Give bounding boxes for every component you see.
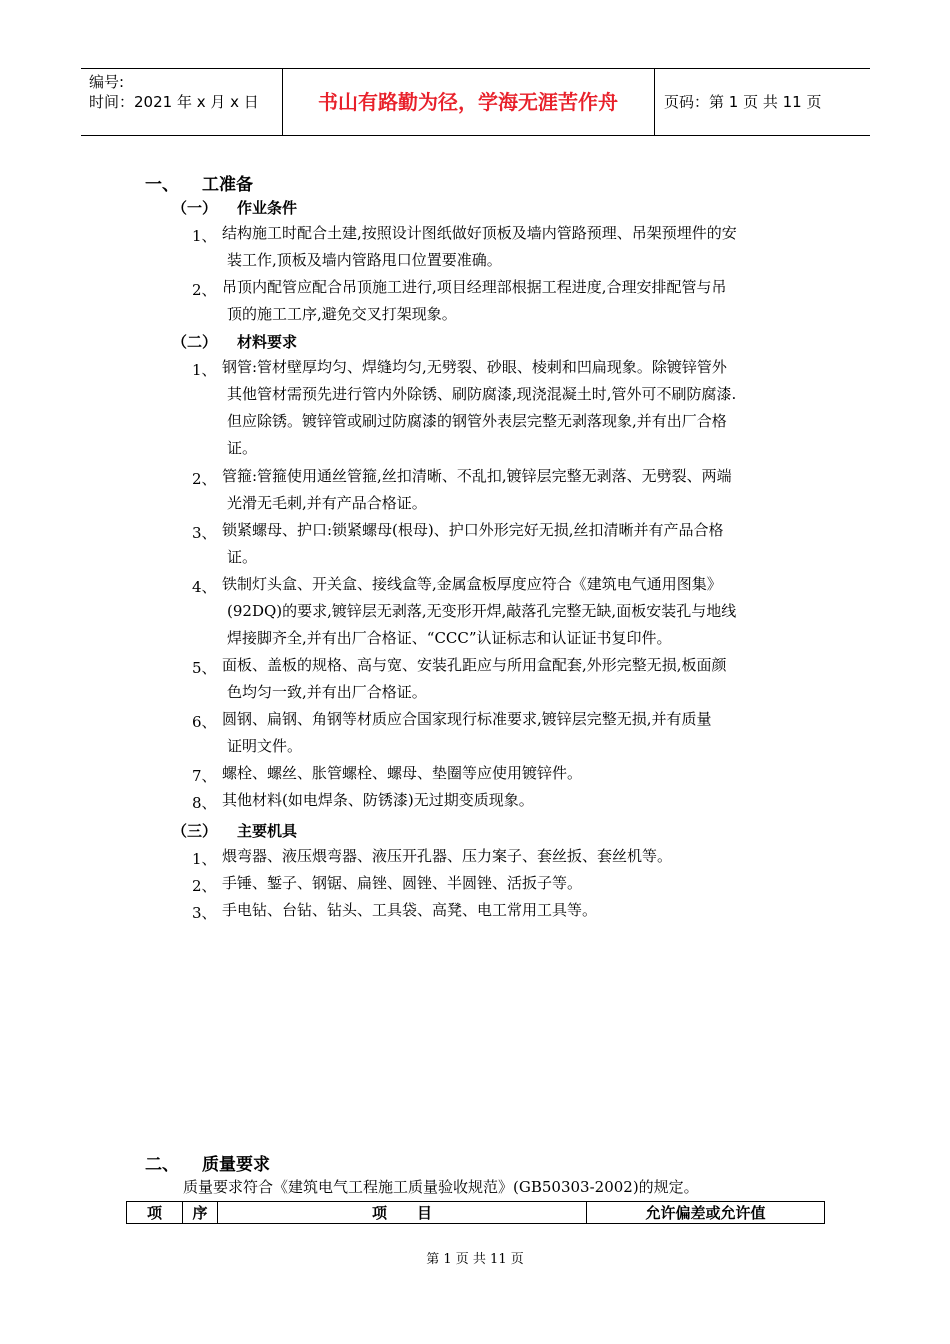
sub3-number: （三） <box>172 822 218 840</box>
list-item-line: 证明文件。 <box>227 737 303 755</box>
table-header-cell: 项 目 <box>218 1202 587 1224</box>
list-item <box>222 652 812 706</box>
list-item-number: 2、 <box>192 877 217 895</box>
list-item <box>222 354 812 462</box>
list-item-line: 证。 <box>227 439 258 457</box>
list-item-line: 焊接脚齐全,并有出厂合格证、“CCC”认证标志和认证证书复印件。 <box>227 629 672 647</box>
list-item-line: 色均匀一致,并有出厂合格证。 <box>227 683 427 701</box>
header-left <box>89 72 259 112</box>
list-item-line: 圆钢、扁钢、角钢等材质应合国家现行标准要求,镀锌层完整无损,并有质量 <box>222 710 712 728</box>
list-item <box>222 463 812 517</box>
sub1-title: 作业条件 <box>237 199 298 217</box>
list-item-number: 4、 <box>192 578 217 596</box>
list-item-line: 螺栓、螺丝、胀管螺栓、螺母、垫圈等应使用镀锌件。 <box>222 764 583 782</box>
list-item-line: 吊顶内配管应配合吊顶施工进行,项目经理部根据工程进度,合理安排配管与吊 <box>222 278 727 296</box>
list-item <box>222 870 812 897</box>
list-item <box>222 787 812 814</box>
list-item-line: 锁紧螺母、护口:锁紧螺母(根母)、护口外形完好无损,丝扣清晰并有产品合格 <box>222 521 724 539</box>
list-item-line: 证。 <box>227 548 258 566</box>
list-item-line: 但应除锈。镀锌管或刷过防腐漆的钢管外表层完整无剥落现象,并有出厂合格 <box>227 412 727 430</box>
table-header-cell: 项 <box>127 1202 183 1224</box>
header-divider <box>654 68 655 136</box>
sub2-title: 材料要求 <box>237 333 298 351</box>
section2-number: 二、 <box>145 1155 179 1175</box>
list-item-line: 管箍:管箍使用通丝管箍,丝扣清晰、不乱扣,镀锌层完整无剥落、无劈裂、两端 <box>222 467 732 485</box>
list-item-line: 煨弯器、液压煨弯器、液压开孔器、压力案子、套丝扳、套丝机等。 <box>222 847 673 865</box>
page-header <box>81 68 870 136</box>
list-item-number: 3、 <box>192 524 217 542</box>
list-item <box>222 843 812 870</box>
list-item-line: 顶的施工工序,避免交叉打架现象。 <box>227 305 457 323</box>
list-item-number: 3、 <box>192 904 217 922</box>
list-item-line: (92DQ)的要求,镀锌层无剥落,无变形开焊,敲落孔完整无缺,面板安装孔与地线 <box>227 602 737 620</box>
list-item-line: 手电钻、台钻、钻头、工具袋、高凳、电工常用工具等。 <box>222 901 598 919</box>
table-header-cell: 序 <box>183 1202 218 1224</box>
list-item-number: 1、 <box>192 361 217 379</box>
section1-title: 工准备 <box>202 175 253 195</box>
header-motto: 书山有路勤为径，学海无涯苦作舟 <box>318 90 618 114</box>
list-item-line: 面板、盖板的规格、高与宽、安装孔距应与所用盒配套,外形完整无损,板面颜 <box>222 656 727 674</box>
quality-table <box>126 1201 825 1224</box>
list-item-number: 1、 <box>192 227 217 245</box>
list-item-line: 其他管材需预先进行管内外除锈、刷防腐漆,现浇混凝土时,管外可不刷防腐漆. <box>227 385 737 403</box>
list-item-number: 8、 <box>192 794 217 812</box>
header-page-info: 页码：第 1 页 共 11 页 <box>664 93 822 111</box>
list-item-line: 铁制灯头盒、开关盒、接线盒等,金属盒板厚度应符合《建筑电气通用图集》 <box>222 575 722 593</box>
list-item-number: 6、 <box>192 713 217 731</box>
list-item <box>222 274 812 328</box>
section1-number: 一、 <box>145 175 179 195</box>
list-item-number: 5、 <box>192 659 217 677</box>
page-footer: 第 1 页 共 11 页 <box>426 1252 524 1267</box>
date-label: 时间：2021 年 x 月 x 日 <box>89 93 259 111</box>
sub1-number: （一） <box>172 199 218 217</box>
list-item-line: 结构施工时配合土建,按照设计图纸做好顶板及墙内管路预理、吊架预埋件的安 <box>222 224 737 242</box>
table-header-row <box>127 1202 825 1224</box>
table-header-cell: 允许偏差或允许值 <box>587 1202 825 1224</box>
list-item <box>222 897 812 924</box>
sub2-number: （二） <box>172 333 218 351</box>
list-item-line: 光滑无毛刺,并有产品合格证。 <box>227 494 427 512</box>
list-item-number: 7、 <box>192 767 217 785</box>
list-item <box>222 220 812 274</box>
list-item-number: 2、 <box>192 281 217 299</box>
section2-title: 质量要求 <box>202 1155 270 1175</box>
list-item <box>222 706 812 760</box>
list-item-line: 手锤、錾子、钢锯、扁锉、圆锉、半圆锉、活扳子等。 <box>222 874 583 892</box>
list-item <box>222 517 812 571</box>
code-label: 编号: <box>89 73 125 91</box>
sub3-title: 主要机具 <box>237 822 298 840</box>
list-item-number: 2、 <box>192 470 217 488</box>
list-item-line: 钢管:管材壁厚均匀、焊缝均匀,无劈裂、砂眼、棱刺和凹扁现象。除镀锌管外 <box>222 358 727 376</box>
list-item <box>222 760 812 787</box>
list-item-line: 其他材料(如电焊条、防锈漆)无过期变质现象。 <box>222 791 534 809</box>
list-item <box>222 571 812 652</box>
list-item-line: 装工作,顶板及墙内管路甩口位置要准确。 <box>227 251 502 269</box>
section2-intro: 质量要求符合《建筑电气工程施工质量验收规范》(GB50303-2002)的规定。 <box>183 1178 699 1196</box>
list-item-number: 1、 <box>192 850 217 868</box>
